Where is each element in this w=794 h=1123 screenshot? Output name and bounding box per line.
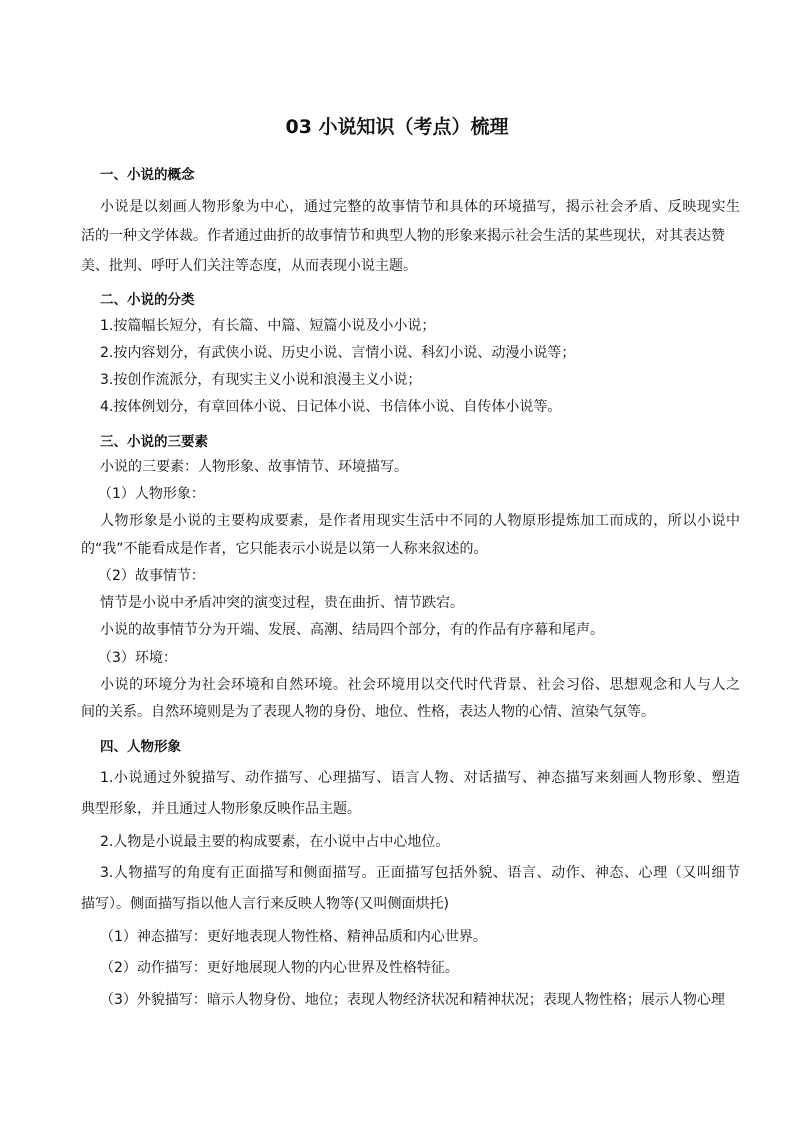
paragraph-line: 间的关系。自然环境则是为了表现人物的身份、地位、性格，表达人物的心情、渲染气氛等。 (81, 704, 655, 720)
list-item: （2）动作描写：更好地展现人物的内心世界及性格特征。 (100, 960, 459, 976)
paragraph-line: 典型形象，并且通过人物形象反映作品主题。 (81, 801, 361, 817)
paragraph-line: 人物形象是小说的主要构成要素，是作者用现实生活中不同的人物原形提炼加工而成的，所以小说中 (100, 513, 740, 529)
list-item: 3.按创作流派分，有现实主义小说和浪漫主义小说； (100, 372, 422, 388)
paragraph-line: 小说的故事情节分为开端、发展、高潮、结局四个部分，有的作品有序幕和尾声。 (100, 622, 604, 638)
paragraph-line: 小说的三要素：人物形象、故事情节、环境描写。 (100, 459, 408, 475)
paragraph-line: 1.小说通过外貌描写、动作描写、心理描写、语言人物、对话描写、神态描写来刻画人物形象、塑造 (100, 770, 740, 786)
section-heading-elements: 三、小说的三要素 (100, 434, 208, 450)
subheading: （3）环境： (98, 650, 177, 666)
list-item: 2.按内容划分，有武侠小说、历史小说、言情小说、科幻小说、动漫小说等； (100, 345, 576, 361)
subheading: （1）人物形象： (98, 486, 205, 502)
subheading: （2）故事情节： (98, 568, 205, 584)
paragraph-line: 情节是小说中矛盾冲突的演变过程，贵在曲折、情节跌宕。 (100, 595, 464, 611)
list-item: 4.按体例划分，有章回体小说、日记体小说、书信体小说、自传体小说等。 (100, 399, 562, 415)
paragraph-line: 的“我”不能看成是作者，它只能表示小说是以第一人称来叙述的。 (81, 541, 488, 557)
document-title: 03 小说知识（考点）梳理 (285, 116, 509, 138)
paragraph-line: 美、批判、呼吁人们关注等态度，从而表现小说主题。 (81, 258, 417, 274)
list-item: 1.按篇幅长短分，有长篇、中篇、短篇小说及小小说； (100, 318, 436, 334)
paragraph-line: 2.人物是小说最主要的构成要素，在小说中占中心地位。 (100, 834, 450, 850)
paragraph-line: 活的一种文学体裁。作者通过曲折的故事情节和典型人物的形象来揭示社会生活的某些现状，对其表达赞 (81, 228, 725, 244)
paragraph-line: 3.人物描写的角度有正面描写和侧面描写。正面描写包括外貌、语言、动作、神态、心理（又叫细节 (100, 865, 740, 881)
paragraph-line: 描写）。侧面描写指以他人言行来反映人物等(又叫侧面烘托) (81, 896, 449, 912)
section-heading-classification: 二、小说的分类 (100, 292, 195, 308)
section-heading-concept: 一、小说的概念 (100, 167, 195, 183)
paragraph-line: 小说的环境分为社会环境和自然环境。社会环境用以交代时代背景、社会习俗、思想观念和人与人之 (100, 677, 740, 693)
paragraph-line: 小说是以刻画人物形象为中心，通过完整的故事情节和具体的环境描写，揭示社会矛盾、反映现实生 (100, 199, 740, 215)
section-heading-characters: 四、人物形象 (100, 739, 181, 755)
list-item: （1）神态描写：更好地表现人物性格、精神品质和内心世界。 (100, 929, 487, 945)
list-item: （3）外貌描写：暗示人物身份、地位；表现人物经济状况和精神状况；表现人物性格；展示人物心理 (100, 992, 725, 1008)
